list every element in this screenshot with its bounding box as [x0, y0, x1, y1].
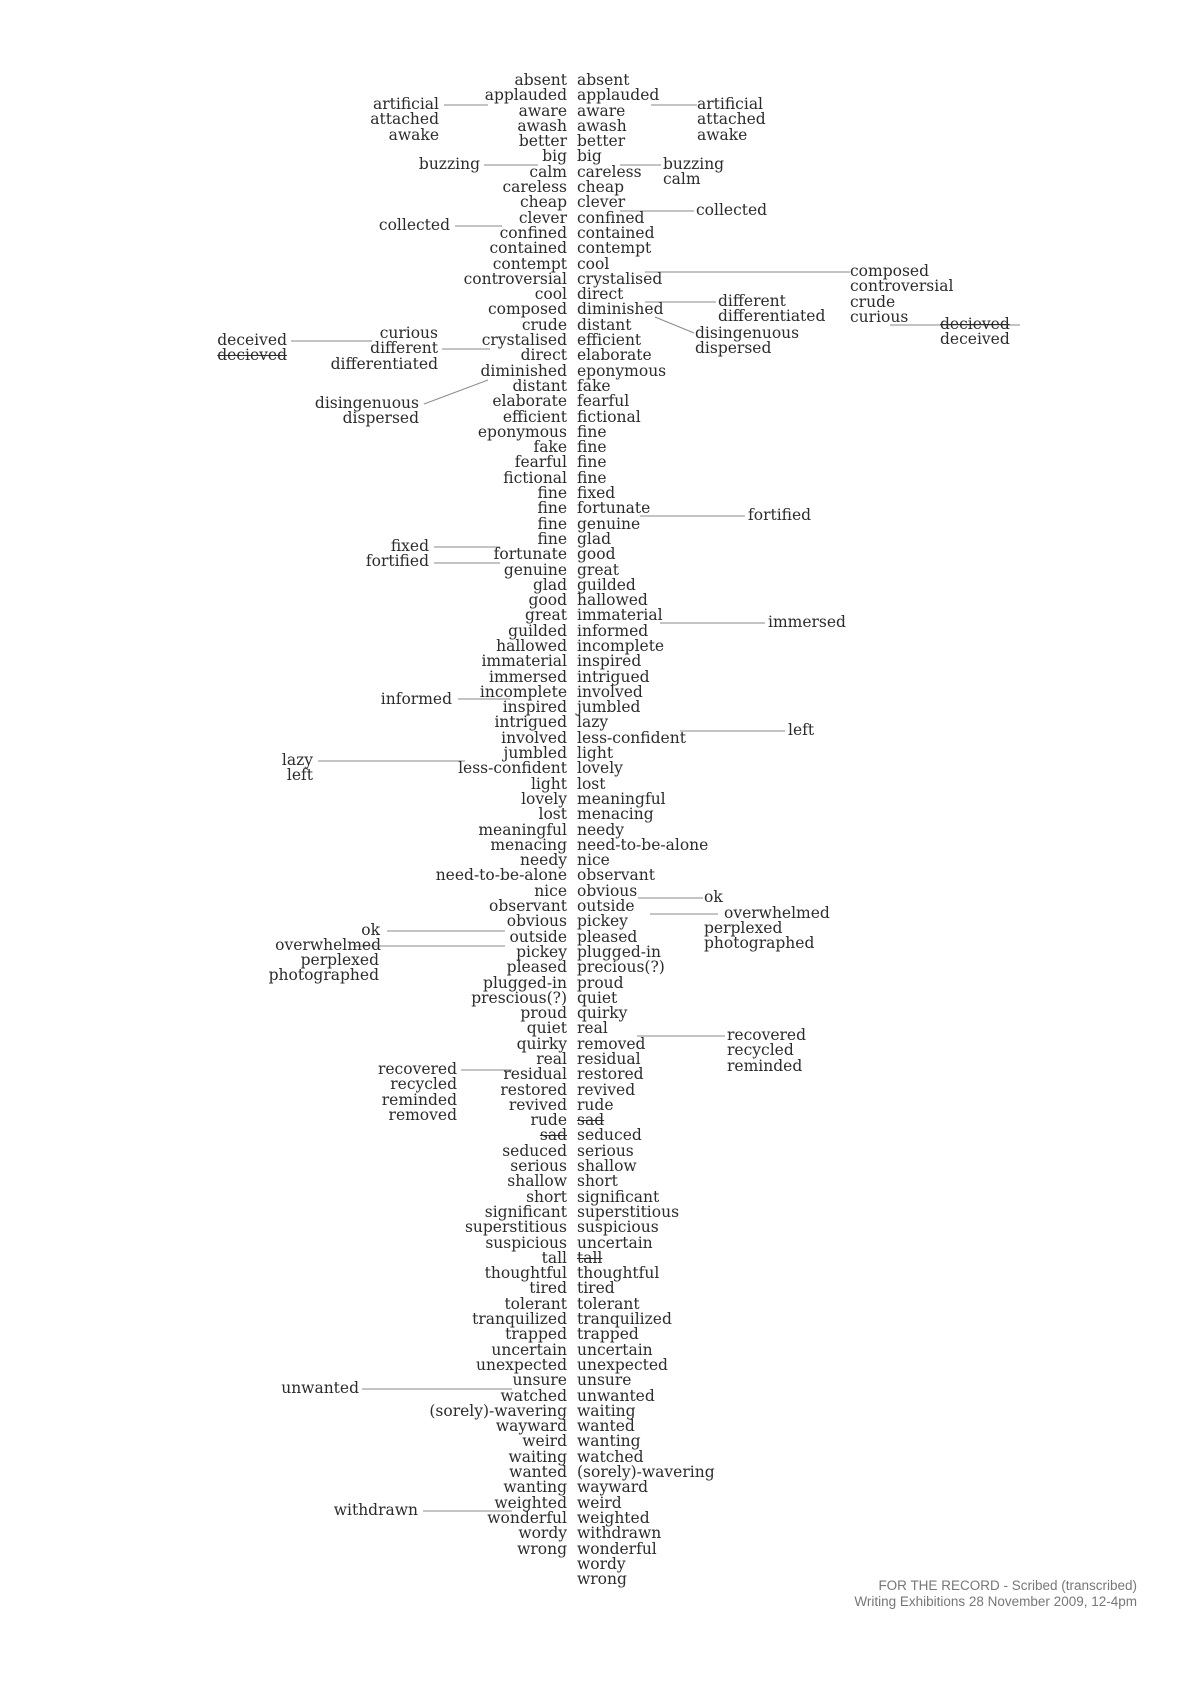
annotation-word: deceived — [940, 330, 1010, 349]
annotation-word: recycled — [390, 1075, 457, 1094]
annotation-word: deceived — [217, 331, 287, 349]
column-word: lovely — [521, 789, 567, 808]
annotation-word: composed — [850, 262, 930, 280]
annotation-unwanted-left — [281, 1381, 359, 1396]
annotation-word: perplexed — [704, 919, 783, 937]
annotation-word: informed — [380, 690, 452, 708]
annotation-word: recovered — [727, 1026, 807, 1044]
column-word: fine — [537, 499, 567, 518]
column-word: intrigued — [577, 667, 650, 686]
column-word: watched — [500, 1386, 567, 1405]
annotation-immersed-right — [768, 615, 846, 630]
column-word: cool — [534, 285, 567, 304]
column-word: seduced — [502, 1141, 567, 1160]
column-word: significant — [577, 1187, 660, 1206]
column-word: menacing — [577, 805, 654, 824]
annotation-word: unwanted — [281, 1379, 359, 1397]
annotation-word: fortified — [748, 506, 812, 524]
column-word: great — [525, 606, 567, 625]
column-word: confined — [577, 208, 645, 227]
column-word: meaningful — [478, 820, 567, 839]
column-word: less-confident — [458, 759, 567, 778]
annotation-collected-left — [379, 218, 450, 233]
annotation-word: artificial — [697, 95, 764, 113]
annotation-perplexed-right — [704, 921, 814, 952]
column-word: weird — [577, 1493, 622, 1512]
column-word: need-to-be-alone — [435, 866, 567, 885]
column-word: elaborate — [492, 392, 567, 411]
column-word: wayward — [495, 1417, 567, 1436]
annotation-word: reminded — [727, 1056, 803, 1075]
column-word: superstitious — [464, 1218, 567, 1237]
column-word: significant — [484, 1202, 567, 1221]
column-word: quirky — [577, 1004, 628, 1023]
column-word: glad — [532, 575, 567, 594]
annotation-word: crude — [850, 292, 896, 311]
column-word: cool — [577, 254, 610, 273]
column-word: rude — [577, 1095, 614, 1114]
annotation-word: recovered — [377, 1060, 457, 1078]
annotation-composed-right — [850, 264, 953, 325]
annotation-perplexed-left — [269, 953, 379, 984]
column-word: wanted — [509, 1463, 567, 1482]
column-word: (sorely)-wavering — [429, 1401, 567, 1420]
column-word: efficient — [502, 407, 567, 426]
column-word: residual — [503, 1065, 567, 1084]
column-word: precious(?) — [577, 958, 665, 977]
column-word: awash — [517, 116, 567, 135]
column-word: tolerant — [577, 1294, 640, 1313]
annotation-word: photographed — [704, 934, 815, 953]
annotation-informed-left — [381, 692, 452, 707]
annotation-disingenuous-left — [315, 396, 419, 427]
column-word: cheap — [577, 178, 624, 197]
column-word: unwanted — [577, 1386, 655, 1405]
annotation-artificial-right — [697, 97, 766, 143]
column-word: incomplete — [479, 682, 567, 701]
column-word: fictional — [577, 407, 641, 426]
column-word: observant — [489, 897, 567, 916]
column-word: lost — [577, 774, 606, 793]
column-word: short — [526, 1187, 567, 1206]
column-word: proud — [577, 973, 624, 992]
column-word: real — [536, 1050, 567, 1068]
annotation-word: perplexed — [300, 951, 379, 969]
column-word: fake — [577, 376, 611, 395]
column-word: weighted — [577, 1508, 650, 1527]
column-word: tolerant — [504, 1294, 567, 1313]
column-word: cheap — [520, 193, 567, 212]
column-word: nice — [534, 881, 567, 900]
annotation-word-struck: decieved — [217, 346, 287, 365]
column-word: applauded — [577, 86, 660, 105]
footer-line-1: FOR THE RECORD - Scribed (transcribed) — [878, 1578, 1137, 1593]
column-word: guilded — [577, 575, 636, 594]
column-word: outside — [577, 897, 635, 916]
column-word: contempt — [577, 239, 652, 258]
column-word: plugged-in — [577, 942, 661, 961]
column-word: fine — [577, 438, 607, 457]
column-word: pickey — [516, 942, 567, 961]
column-word: wrong — [577, 1570, 627, 1589]
left-word-column — [429, 73, 567, 1557]
column-word: fixed — [577, 484, 616, 503]
column-word: need-to-be-alone — [577, 835, 709, 854]
column-word: awash — [577, 116, 627, 135]
column-word: plugged-in — [483, 973, 567, 992]
column-word: calm — [529, 162, 567, 181]
annotation-word: awake — [697, 125, 748, 144]
column-word: absent — [577, 71, 630, 89]
column-word: lovely — [577, 759, 623, 778]
column-word: hallowed — [577, 591, 648, 610]
column-word: fictional — [503, 468, 567, 487]
column-word: elaborate — [577, 346, 652, 365]
annotation-artificial-left — [370, 97, 439, 143]
column-word: immersed — [489, 667, 567, 686]
column-word: waiting — [577, 1401, 636, 1420]
column-word: intrigued — [494, 713, 567, 732]
column-word: immaterial — [481, 652, 567, 671]
annotation-word: dispersed — [695, 339, 772, 358]
annotation-word: ok — [704, 888, 723, 906]
annotation-word: left — [788, 721, 815, 739]
column-word: aware — [577, 101, 626, 120]
column-word: fine — [537, 484, 567, 503]
column-word: prescious(?) — [471, 988, 567, 1007]
column-word: composed — [487, 300, 567, 319]
column-word: great — [577, 560, 619, 579]
annotation-word: fixed — [390, 537, 429, 555]
column-word: wrong — [517, 1539, 567, 1558]
annotation-word: calm — [663, 170, 701, 189]
annotation-recovered-left — [378, 1062, 457, 1123]
column-word: short — [577, 1172, 618, 1191]
column-word: outside — [509, 927, 567, 946]
annotation-word: overwhelmed — [275, 936, 381, 954]
annotation-word: different — [718, 292, 786, 310]
column-word: wayward — [577, 1478, 649, 1497]
column-word: light — [530, 774, 567, 793]
column-word: residual — [577, 1050, 641, 1068]
annotation-fortified-right — [748, 508, 811, 523]
column-word: lazy — [577, 713, 609, 732]
column-word: good — [528, 591, 567, 610]
column-word: wordy — [577, 1554, 626, 1573]
column-word: quiet — [526, 1019, 567, 1038]
annotation-curious-left — [331, 326, 438, 372]
column-word: direct — [577, 285, 624, 304]
annotation-disingenuous-right — [695, 326, 799, 357]
column-word: uncertain — [577, 1340, 653, 1359]
column-word: sad — [577, 1111, 605, 1130]
annotation-word: buzzing — [663, 155, 725, 173]
annotation-fixed-left — [366, 539, 429, 570]
column-word: diminished — [577, 300, 664, 319]
column-word: informed — [577, 621, 649, 640]
annotation-word: fortified — [365, 552, 429, 571]
column-word: shallow — [507, 1172, 567, 1191]
column-word: clever — [518, 208, 567, 227]
annotation-word: collected — [378, 216, 450, 234]
column-word: thoughtful — [484, 1264, 567, 1283]
column-word: better — [577, 132, 626, 151]
column-word: meaningful — [577, 789, 666, 808]
column-word: careless — [502, 178, 567, 197]
footer-caption — [854, 1578, 1137, 1610]
column-word: tired — [529, 1279, 567, 1298]
column-word: distant — [512, 376, 567, 395]
annotation-word: disingenuous — [314, 394, 419, 412]
column-word: incomplete — [577, 636, 665, 655]
column-word: unsure — [512, 1371, 567, 1390]
annotation-word: attached — [697, 110, 766, 129]
column-word: observant — [577, 866, 655, 885]
column-word: fine — [577, 453, 607, 472]
column-word: proud — [520, 1004, 567, 1023]
annotation-word: withdrawn — [333, 1501, 418, 1519]
column-word: pleased — [506, 958, 567, 977]
column-word: seduced — [577, 1126, 642, 1145]
column-word: wonderful — [577, 1539, 657, 1558]
column-word: suspicious — [485, 1233, 567, 1252]
annotation-word: overwhelmed — [724, 904, 830, 922]
annotation-word: reminded — [381, 1090, 457, 1109]
column-word: tall — [541, 1248, 567, 1267]
annotation-word: artificial — [372, 95, 439, 113]
column-word: revived — [508, 1095, 567, 1114]
column-word: quiet — [577, 988, 618, 1007]
column-word: restored — [500, 1080, 567, 1099]
column-word: jumbled — [503, 744, 567, 763]
annotation-word-struck: decieved — [940, 315, 1010, 333]
column-word: removed — [577, 1034, 646, 1053]
column-word: guilded — [508, 621, 567, 640]
column-word: eponymous — [477, 422, 567, 441]
annotation-collected-right — [696, 203, 767, 218]
column-word: eponymous — [577, 361, 667, 380]
annotation-word: attached — [370, 110, 439, 129]
column-word: confined — [499, 223, 567, 242]
column-word: immaterial — [577, 606, 663, 625]
column-word: wanting — [577, 1432, 641, 1451]
annotation-word: differentiated — [718, 307, 826, 326]
column-word: waiting — [508, 1447, 567, 1466]
column-word: menacing — [490, 835, 567, 854]
annotation-word: awake — [388, 125, 439, 144]
column-word: superstitious — [577, 1202, 680, 1221]
right-word-column — [577, 73, 715, 1587]
column-word: wonderful — [487, 1508, 567, 1527]
column-word: pickey — [577, 912, 628, 931]
column-word: clever — [577, 193, 626, 212]
annotation-left-right — [788, 723, 814, 738]
column-word: good — [577, 545, 616, 564]
column-word: pleased — [577, 927, 638, 946]
column-word: crystalised — [481, 331, 567, 350]
annotation-decieved-right — [940, 317, 1010, 348]
column-word: big — [542, 147, 567, 166]
column-word: wordy — [518, 1524, 567, 1543]
annotation-ok-right — [704, 890, 723, 905]
column-word: fine — [537, 529, 567, 548]
column-word: restored — [577, 1065, 644, 1084]
column-word: needy — [577, 820, 625, 839]
column-word: big — [577, 147, 602, 166]
column-word: revived — [577, 1080, 636, 1099]
column-word: suspicious — [577, 1218, 659, 1237]
column-word: involved — [577, 682, 643, 701]
column-word: unexpected — [577, 1355, 668, 1374]
annotation-word: collected — [696, 201, 768, 219]
column-word: inspired — [577, 652, 642, 671]
column-word: hallowed — [496, 636, 567, 655]
column-word: contained — [489, 239, 567, 258]
column-word: tired — [577, 1279, 615, 1298]
annotation-word: curious — [850, 307, 909, 326]
column-word: uncertain — [577, 1233, 653, 1252]
annotation-word: differentiated — [330, 354, 438, 373]
column-word: weird — [522, 1432, 567, 1451]
annotation-word: left — [286, 766, 313, 785]
column-word: shallow — [577, 1157, 637, 1176]
column-word: fearful — [514, 453, 567, 472]
column-word: diminished — [480, 361, 567, 380]
column-word: contempt — [492, 254, 567, 273]
column-word: thoughtful — [577, 1264, 660, 1283]
column-word: involved — [501, 728, 567, 747]
annotation-word: disingenuous — [695, 324, 800, 342]
annotation-buzzing-left — [419, 157, 480, 172]
column-word: obvious — [506, 912, 567, 931]
column-word: watched — [577, 1447, 644, 1466]
column-word: fine — [577, 468, 607, 487]
column-word: unsure — [577, 1371, 632, 1390]
column-word: distant — [577, 315, 632, 334]
column-word: unexpected — [476, 1355, 567, 1374]
annotation-word: buzzing — [418, 155, 480, 173]
column-word: sad — [539, 1126, 567, 1145]
annotation-word: lazy — [281, 751, 313, 769]
column-word: (sorely)-wavering — [577, 1463, 715, 1482]
column-word: efficient — [577, 331, 642, 350]
column-word: applauded — [484, 86, 567, 105]
column-word: obvious — [577, 881, 638, 900]
column-word: lost — [538, 805, 567, 824]
column-word: less-confident — [577, 728, 686, 747]
column-word: withdrawn — [577, 1524, 662, 1543]
annotation-word: different — [370, 339, 438, 358]
annotation-withdrawn-left — [334, 1503, 418, 1518]
column-word: rude — [530, 1111, 567, 1130]
column-word: trapped — [577, 1325, 639, 1344]
column-word: tall — [577, 1248, 603, 1267]
annotation-buzzing-right — [663, 157, 724, 188]
column-word: tranquilized — [577, 1310, 672, 1329]
column-word: wanted — [577, 1417, 635, 1436]
column-word: trapped — [505, 1325, 567, 1344]
column-word: serious — [510, 1157, 567, 1176]
column-word: fake — [533, 438, 567, 457]
column-word: better — [518, 132, 567, 151]
column-word: contained — [577, 223, 655, 242]
column-word: genuine — [503, 560, 567, 579]
column-word: fine — [577, 422, 607, 441]
annotation-word: photographed — [268, 966, 379, 985]
column-word: uncertain — [491, 1340, 567, 1359]
column-word: quirky — [516, 1034, 567, 1053]
column-word: fearful — [577, 392, 630, 411]
column-word: controversial — [463, 269, 567, 288]
column-word: nice — [577, 851, 610, 870]
column-word: careless — [577, 162, 642, 181]
column-word: tranquilized — [472, 1310, 567, 1329]
column-word: aware — [518, 101, 567, 120]
annotation-word: recycled — [727, 1041, 794, 1060]
column-word: crude — [521, 315, 567, 334]
column-word: crystalised — [577, 269, 663, 288]
column-word: absent — [514, 71, 567, 89]
annotation-word: curious — [379, 324, 438, 342]
column-word: weighted — [494, 1493, 567, 1512]
column-word: wanting — [503, 1478, 567, 1497]
column-word: direct — [520, 346, 567, 365]
column-word: glad — [577, 529, 612, 548]
annotation-deceived-left — [217, 333, 287, 364]
annotation-lazy-left — [282, 753, 313, 784]
annotation-different-right — [718, 294, 825, 325]
annotation-word: dispersed — [342, 409, 419, 428]
column-word: jumbled — [577, 698, 641, 717]
column-word: fine — [537, 514, 567, 533]
annotation-recovered-right — [727, 1028, 806, 1074]
column-word: real — [577, 1019, 608, 1038]
column-word: genuine — [577, 514, 641, 533]
annotation-word: ok — [361, 921, 380, 939]
column-word: light — [577, 744, 614, 763]
annotation-word: removed — [388, 1105, 457, 1124]
annotation-word: immersed — [768, 613, 846, 631]
column-word: serious — [577, 1141, 634, 1160]
annotation-word: controversial — [850, 277, 954, 296]
footer-line-2: Writing Exhibitions 28 November 2009, 12-4pm — [854, 1594, 1137, 1609]
column-word: fortunate — [493, 545, 567, 564]
column-word: fortunate — [577, 499, 651, 518]
column-word: needy — [519, 851, 567, 870]
column-word: inspired — [502, 698, 567, 717]
